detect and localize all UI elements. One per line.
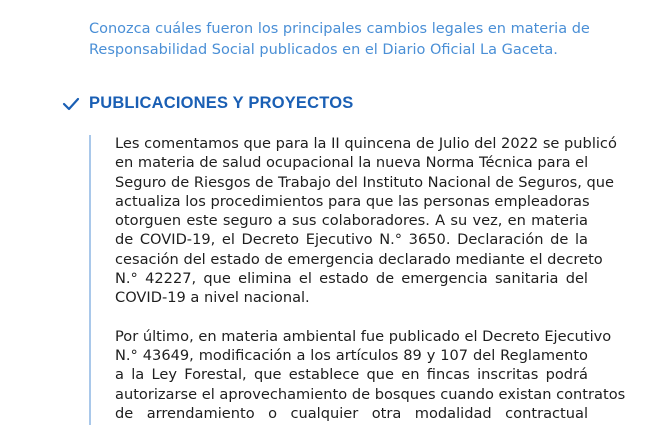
check-icon	[62, 95, 80, 113]
paragraph	[115, 134, 617, 308]
text-line: cesación del estado de emergencia declarado mediante el decreto	[115, 250, 603, 268]
paragraph	[115, 327, 626, 423]
text-line: N.° 42227, que elimina el estado de emergencia sanitaria del	[115, 270, 588, 288]
text-line: N.° 43649, modificación a los artículos 89 y 107 del Reglamento	[115, 346, 588, 364]
text-line: actualiza los procedimientos para que las personas empleadoras	[115, 192, 590, 210]
intro-line: Conozca cuáles fueron los principales cambios legales en materia de	[89, 21, 590, 37]
text-line: Les comentamos que para la II quincena de Julio del 2022 se publicó	[115, 135, 617, 152]
text-line: en materia de salud ocupacional la nueva Norma Técnica para el	[115, 154, 589, 172]
text-line: Por último, en materia ambiental fue publicado el Decreto Ejecutivo	[115, 327, 612, 345]
text-line: COVID-19 a nivel nacional.	[115, 289, 310, 307]
text-line: otorguen este seguro a sus colaboradores. A su vez, en materia	[115, 212, 588, 230]
text-line: Seguro de Riesgos de Trabajo del Instituto Nacional de Seguros, que	[115, 173, 615, 191]
section-rule	[89, 135, 91, 425]
text-line: de COVID-19, el Decreto Ejecutivo N.° 3650. Declaración de la	[115, 231, 588, 249]
text-line: autorizarse el aprovechamiento de bosques cuando existan contratos	[115, 385, 626, 403]
intro-text	[89, 19, 609, 61]
text-line: de arrendamiento o cualquier otra modalidad contractual	[115, 404, 588, 422]
section-header	[62, 94, 353, 113]
text-line: a la Ley Forestal, que establece que en fincas inscritas podrá	[115, 366, 588, 384]
intro-line: Responsabilidad Social publicados en el Diario Oficial La Gaceta.	[89, 42, 558, 58]
section-title: PUBLICACIONES Y PROYECTOS	[89, 94, 354, 112]
section-body	[115, 134, 626, 423]
